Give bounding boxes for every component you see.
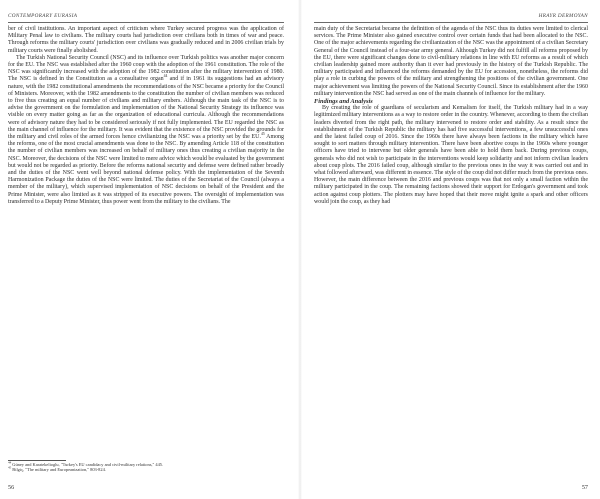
paragraph [8,55,284,206]
running-head-left: CONTEMPORARY EURASIA [8,13,78,19]
footnote-text: Güney and Karatekelioglu, "Turkey's EU candidacy and civil-military relations," 445. [12,462,164,467]
footnote [8,467,284,472]
page-number-right: 57 [581,484,588,491]
footnote-rule [8,460,66,461]
header-rule-left [8,22,284,23]
paragraph: main duty of the Secretariat became the definition of the agenda of the NSC thus its duties were limited to clerical services. The Prime Minister also gained executive control over certain funds that had been allocated to the NSC. One of the major achievements regarding the civilianization of the NSC was the appointment of a civilian Secretary General of the Council instead of a four-star army general. Although Turkey did not fulfill all reforms proposed by the EU, there were significant changes done to civil-military relations in line with EU reforms as a result of which civilian leadership gained more authority than it ever had previously in the history of the Turkish Republic. The military participated and influenced the reforms demanded by the EU for accession, nonetheless, the reforms did play a role in curbing the powers of the military and strengthening the positions of the civilian government. One major achievement was limiting the powers of the National Security Council. Since its establishment after the 1960 military intervention the NSC had served as one of the main channels of influence for the military. [314,26,588,97]
footnote-text: Bilgiç, "The military and Europeanization," 803-824. [12,467,106,473]
running-head-right: HRAYR DERMOYAN [538,13,588,19]
footnote-ref[interactable]: 44 [163,74,168,79]
left-body-text [8,26,284,206]
header-rule-right [314,22,588,23]
section-heading: Findings and Analysis [314,98,373,106]
footnote-number: 44 [8,460,12,465]
paragraph: By creating the role of guardians of secularism and Kemalism for itself, the Turkish military had in a way legitimized military interventions as a way to restore order in the country. Whenever, according to them the civilian leaders diverted from the right path, the military intervened to restore order and stability. As a result since the establishment of the Turkish Republic the military has had five successful interventions, a few unsuccessful ones and the latest failed coup of 2016. Since the 1960s there have always been factions in the military which have sought to sort matters through military intervention. There have been abortive coups in the 1960s where younger officers have tried to intervene but older generals have been able to hold them back. During previous coups, generals who did not wish to participate in the interventions would keep solidarity and not inform civilian leaders about coup plots. The 2016 failed coup, although similar to the previous ones in the way it was carried out and in what followed afterward, was different in essence. The style of the coup did not differ much from the previous ones. However, the main difference between the 2016 and previous coups was that not only a small faction within the military participated in the coup. The remaining factions showed their support for Erdogan's government and took action against coup plotters. The plotters may have hoped that their move might ignite a spark and other officers would join the coup, as they had [314,105,588,205]
footnote-number: 45 [8,465,12,470]
paragraph-text: The Turkish National Security Council (NSC) and its influence over Turkish politics was another major concern for the EU. The NSC was established after the 1960 coup with the adoption of the 1961 constitution. The role of the NSC was significantly increased with the adoption of the 1982 constitution after the military intervention of 1980. The NSC is defined in the Constitution as a consultative organ [8,54,284,83]
paragraph-text: and if in 1961 its suggestions had an advisory nature, with the 1982 constitutional amendments the recommendations of the NSC became a priority for the Council of Ministers. Moreover, with the 1982 amendments to the constitution the number of civilian members was reduced to five thus creating an equal number of civilians and military embers. Although the main task of the NSC is to advise the government on the formulation and implementation of the National Security Strategy its influence was visible on every matter going as far as the organization of educational curricula. Although the recommendations were of advisory nature they had to be considered seriously if not fully implemented. The EU regarded the NSC as the main channel of influence for the military. It was evident that the existence of the NSC provided the grounds for the military and civil roles of the armed forces hence civilianizing the NSC was a priority set by the EU. [8,76,284,141]
paragraph-text: Among the reforms, one of the most crucial amendments was done to the NSC. By amending Article 118 of the constitution the number of civilian members was increased on behalf of military ones thus creating a civilian majority in the NSC. Moreover, the decisions of the NSC were limited to mere advice which would be evaluated by the government but would not be regarded as priority. Before the reforms national security and defense were defined rather broadly and the duties of the NSC went well beyond national defense policy. With the implementation of the Seventh Harmonization Package the duties of the NSC were limited. The duties of the Secretariat of the Council (always a member of the military), which supervised implementation of NSC decisions on behalf of the President and the Prime Minister, were also limited as it was stripped of its executive powers. The oversight of implementation was transferred to a Deputy Prime Minister, thus power went from the military to the civilians. The [8,134,284,205]
page-number-left: 56 [8,484,15,491]
paragraph: ber of civil institutions. An important aspect of criticism where Turkey secured progress was the application of Military Penal law to civilians. The military courts had jurisdiction over civilians both in times of war and peace. Through reforms the military courts' jurisdiction over civilians was gradually reduced and in 2006 civilian trials by military courts were finally abolished. [8,26,284,54]
footnote-ref[interactable]: 45 [260,132,265,137]
footnotes [8,462,284,472]
right-page [300,0,600,499]
right-body-text [314,26,588,206]
